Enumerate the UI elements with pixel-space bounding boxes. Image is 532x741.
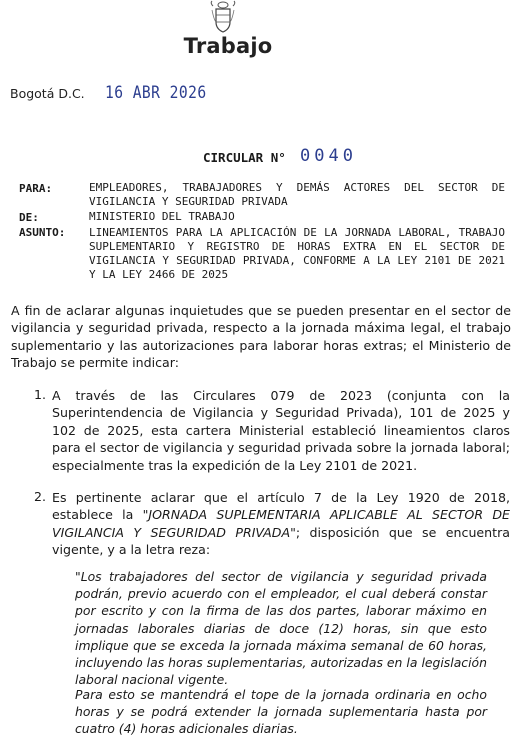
document-place: Bogotá D.C. — [10, 86, 85, 101]
routing-key-asunto: ASUNTO: — [19, 226, 66, 239]
coat-of-arms-icon — [209, 0, 237, 34]
circular-label: CIRCULAR N° — [203, 150, 286, 165]
item-number-1: 1. — [34, 387, 47, 402]
ministry-wordmark: Trabajo — [183, 34, 273, 58]
routing-value-para: EMPLEADORES, TRABAJADORES Y DEMÁS ACTORES DEL SECTOR DE VIGILANCIA Y SEGURIDAD PRIVADA — [89, 181, 505, 208]
date-stamp: 16 ABR 2026 — [105, 83, 207, 103]
routing-value-asunto: LINEAMIENTOS PARA LA APLICACIÓN DE LA JORNADA LABORAL, TRABAJO SUPLEMENTARIO Y REGISTRO DE HORAS EXTRA EN EL SECTOR DE VIGILANCIA Y SEGURIDAD PRIVADA, CONFORME A LA LEY 2101 DE 2021 Y LA LEY 2466 DE 2025 — [89, 226, 505, 281]
item-2-text-after: ; disposición que se encuentra vigente, y a la letra reza: — [52, 524, 510, 558]
item-text-2 — [52, 489, 510, 559]
item-2-law-title: "JORNADA SUPLEMENTARIA APLICABLE AL SECTOR DE VIGILANCIA Y SEGURIDAD PRIVADA" — [52, 507, 510, 540]
intro-paragraph: A fin de aclarar algunas inquietudes que se pueden presentar en el sector de vigilancia y seguridad privada, respecto a la jornada máxima legal, el trabajo suplementario y las autorizaciones para laborar horas extras; el Ministerio de Trabajo se permite indicar: — [11, 303, 511, 371]
routing-key-para: PARA: — [19, 182, 53, 195]
law-quote-paragraph-1: "Los trabajadores del sector de vigilancia y seguridad privada podrán, previo acuerdo con el empleador, el cual deberá constar por escrito y con la firma de las dos partes, laborar máximo en jornadas laborales diarias de doce (12) horas, sin que esto implique que se exceda la jornada máxima semanal de 60 horas, incluyendo las horas suplementarias, autorizadas en la legislación laboral nacional vigente. — [75, 569, 487, 688]
routing-key-de: DE: — [19, 211, 39, 224]
item-number-2: 2. — [34, 489, 47, 504]
item-text-1: A través de las Circulares 079 de 2023 (conjunta con la Superintendencia de Vigilancia y Seguridad Privada), 101 de 2025 y 102 de 2025, esta cartera Ministerial estableció lineamientos claros para el sector de vigilancia y seguridad privada sobre la jornada laboral; especialmente tras la expedición de la Ley 2101 de 2021. — [52, 388, 510, 473]
law-quote-paragraph-2: Para esto se mantendrá el tope de la jornada ordinaria en ocho horas y se podrá extender la jornada suplementaria hasta por cuatro (4) horas adicionales diarias. — [75, 687, 487, 737]
circular-number-stamp: 0040 — [300, 146, 357, 166]
routing-value-de: MINISTERIO DEL TRABAJO — [89, 210, 235, 223]
item-2-text-before: Es pertinente aclarar que el artículo 7 de la Ley 1920 de 2018, establece la — [52, 490, 510, 523]
